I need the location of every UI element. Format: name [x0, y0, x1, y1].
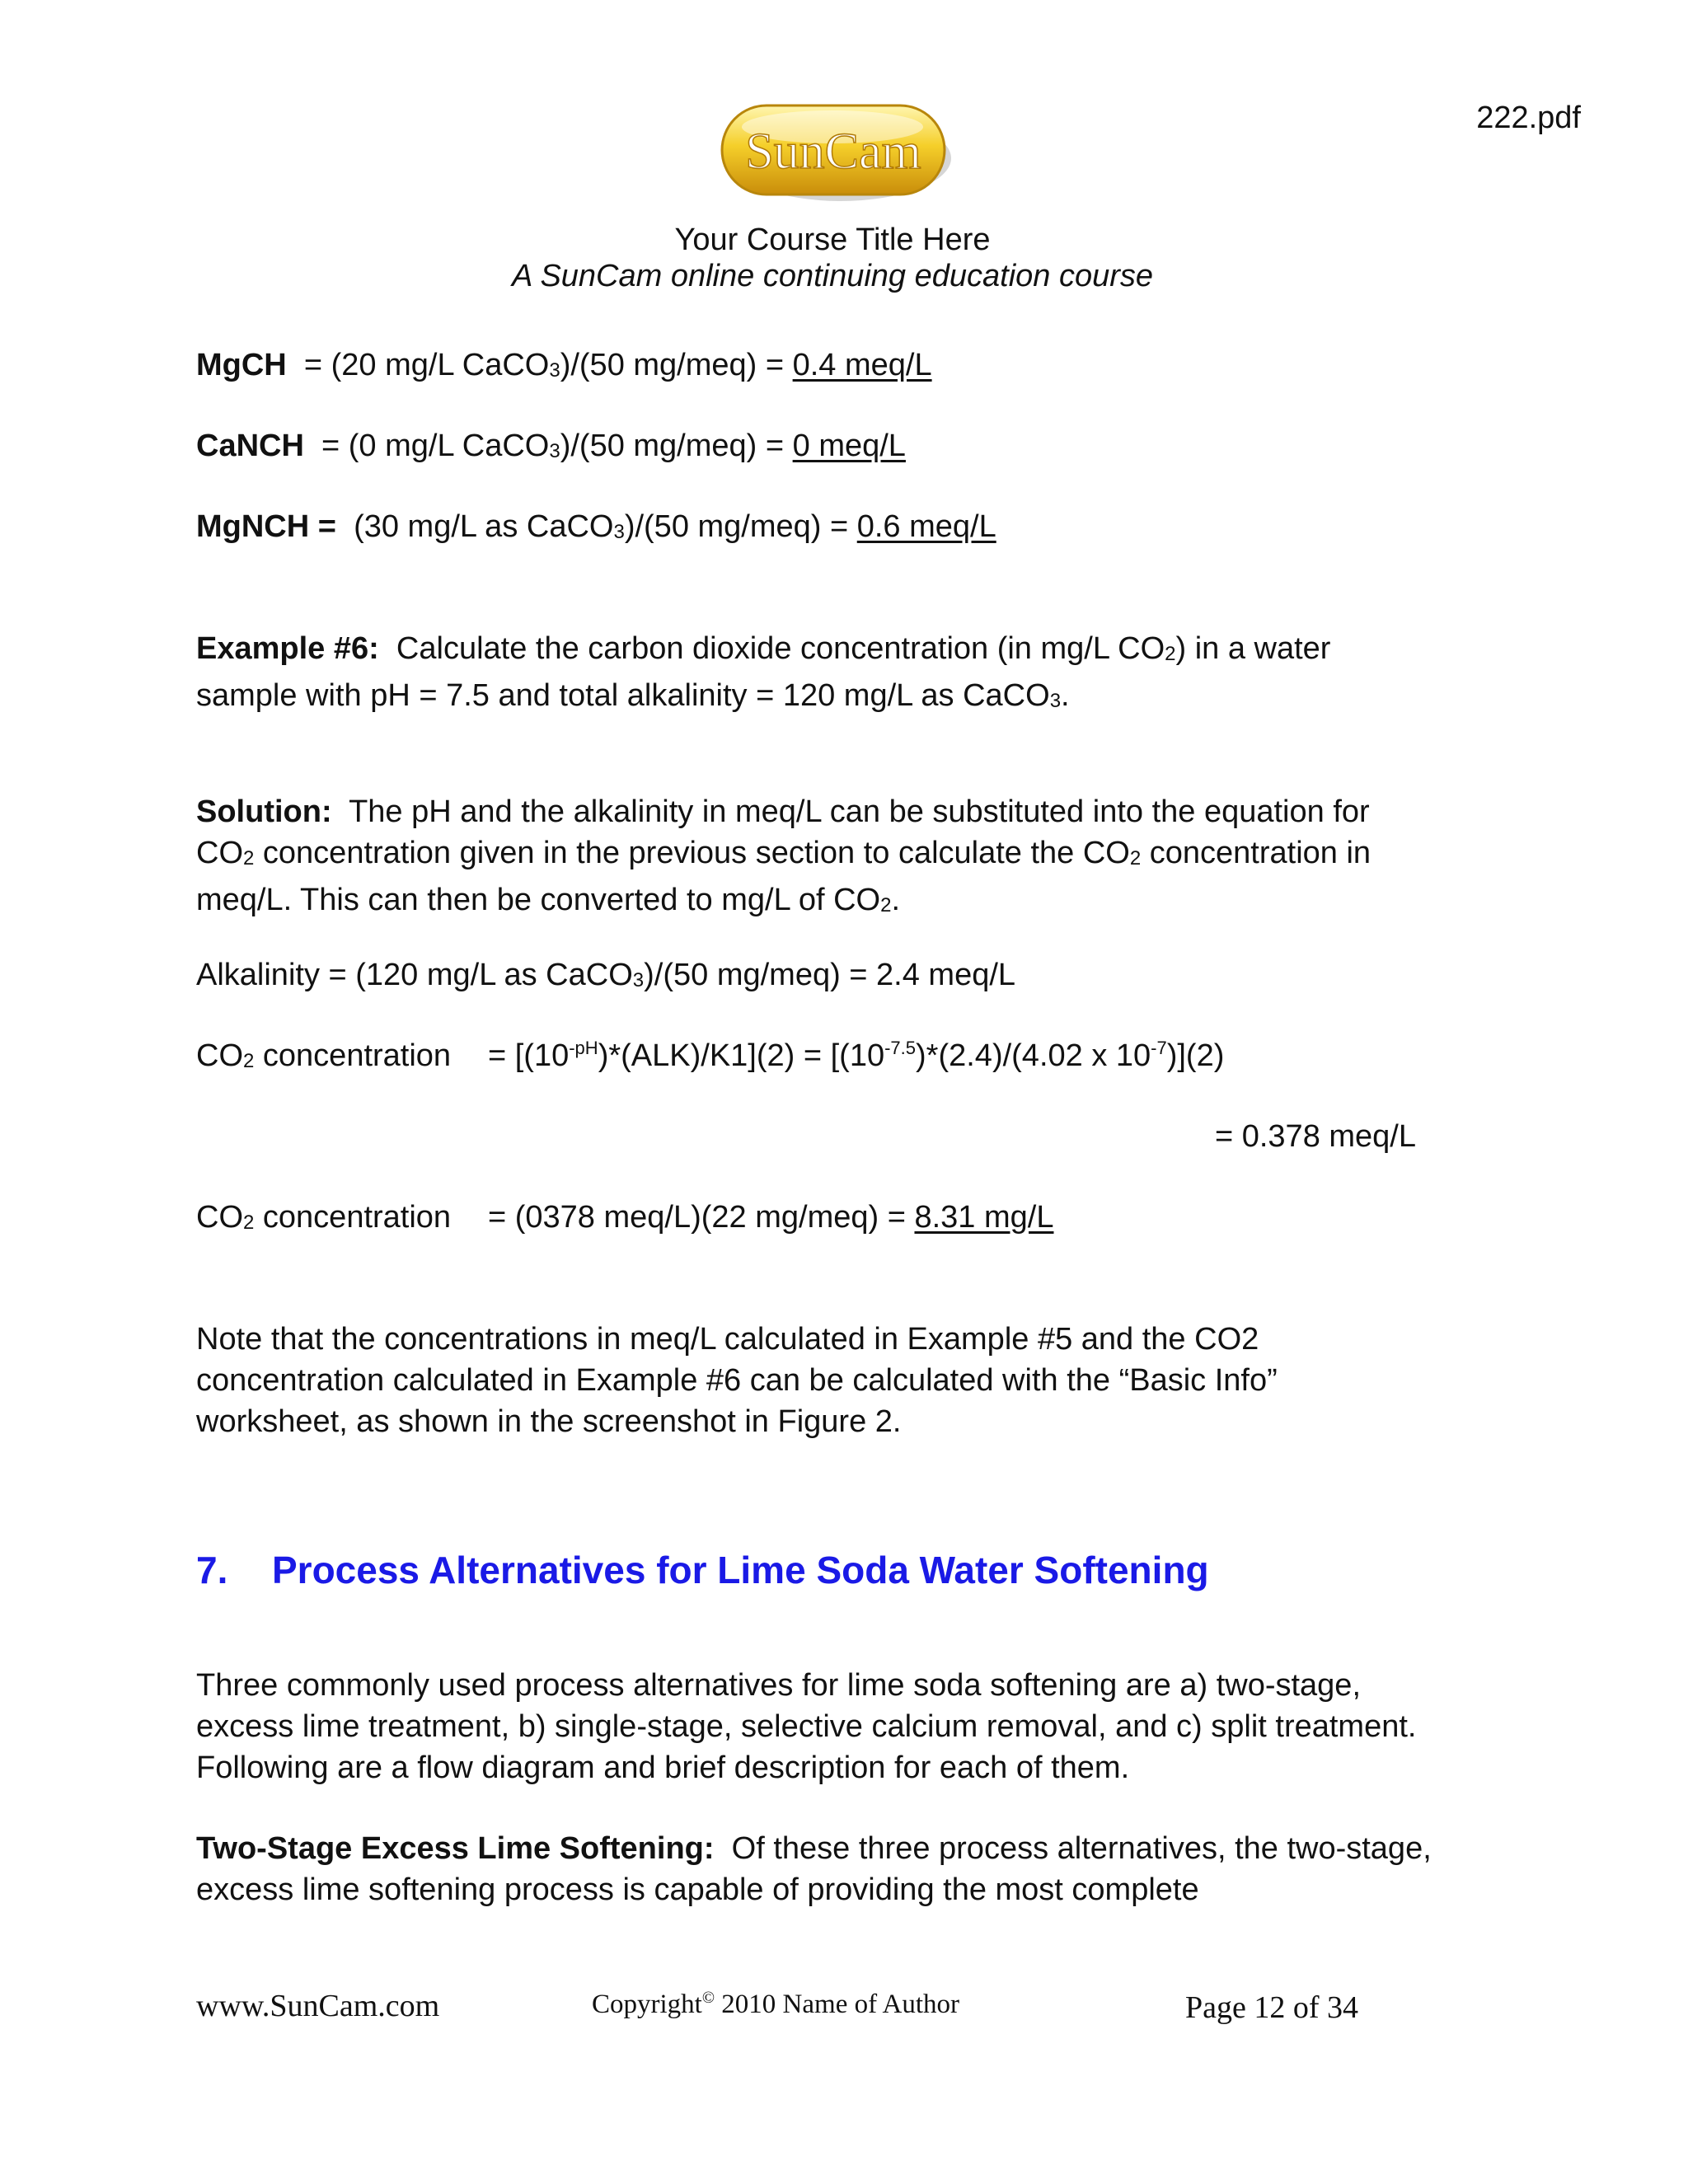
file-label: 222.pdf [1476, 101, 1581, 135]
co2-meq-result: = 0.378 meq/L [1214, 1119, 1416, 1154]
co2-equation-line: $CO_2$ concentration [196, 1038, 452, 1073]
footer-website: www.SunCam.com [196, 1989, 440, 2023]
example-6-paragraph: Example #6: Calculate the carbon dioxide concentration (in mg/L $CO_2$) in a water sample with pH = 7.5 and total alkalinity = 120 mg/L as CaCO$_3$. [196, 631, 1331, 713]
mgch-result: 0.4 meq/L [792, 348, 932, 382]
alkalinity-line: Alkalinity = (120 mg/L as CaCO$_3$)/(50 mg/meq) = 2.4 meq/L [196, 958, 1016, 992]
course-title: Your Course Title Here [674, 223, 991, 257]
section-title: Process Alternatives for Lime Soda Water Softening [272, 1549, 1209, 1591]
co2-mg-expression: = (0378 meq/L)(22 mg/meq) = 8.31 mg/L [488, 1200, 1054, 1235]
footer-page-number: Page 12 of 34 [1185, 1990, 1359, 2025]
solution-label: Solution: [196, 794, 332, 829]
alternatives-paragraph: Three commonly used process alternatives for lime soda softening are a) two-stage, excess lime treatment, b) single-stage, selective calcium removal, and c) split treatment. Following are a flow diagram and brief description for each of them. [196, 1668, 1417, 1785]
course-subtitle: A SunCam online continuing education course [511, 259, 1154, 293]
mgnch-result: 0.6 meq/L [856, 509, 996, 544]
logo-text: SunCam [745, 124, 921, 180]
solution-paragraph: Solution: The pH and the alkalinity in meq/L can be substituted into the equation for $CO_2$ concentration given in the previous section to calculate the $CO_2$ concentration in meq/L. This can then be converted to mg/L of $CO_2$. [196, 794, 1372, 917]
section-number: 7. [196, 1549, 228, 1591]
co2-equation-expression: = $[(10^{-pH})*(ALK)/K1](2) = [(10^{-7.5})*(2.4)/(4.02$ x $10^{-7})](2)$ [488, 1038, 1225, 1073]
two-stage-label: Two-Stage Excess Lime Softening: [196, 1831, 715, 1866]
section-heading [196, 1548, 1209, 1592]
co2-mg-line: $CO_2$ concentration [196, 1200, 452, 1235]
note-paragraph: Note that the concentrations in meq/L calculated in Example #5 and the CO2 concentration calculated in Example #6 can be calculated with the “Basic Info” worksheet, as shown in the screenshot in Figure 2. [196, 1322, 1278, 1439]
canch-line: CaNCH = (0 mg/L CaCO$_3$)/(50 mg/meq) = 0 meq/L [196, 429, 906, 463]
footer-copyright: Copyright© 2010 Name of Author [592, 1989, 959, 2019]
canch-result: 0 meq/L [792, 429, 906, 463]
example-6-label: Example #6: [196, 631, 379, 666]
mgch-line: MgCH = (20 mg/L CaCO$_3$)/(50 mg/meq) = 0.4 meq/L [196, 348, 932, 382]
mgnch-line: MgNCH = (30 mg/L as CaCO$_3$)/(50 mg/meq) = 0.6 meq/L [196, 509, 996, 544]
two-stage-paragraph: Two-Stage Excess Lime Softening: Of these three process alternatives, the two-stage, excess lime softening process is capable of providing the most complete [196, 1831, 1432, 1907]
suncam-logo [717, 102, 954, 204]
co2-mg-result: 8.31 mg/L [914, 1200, 1054, 1235]
